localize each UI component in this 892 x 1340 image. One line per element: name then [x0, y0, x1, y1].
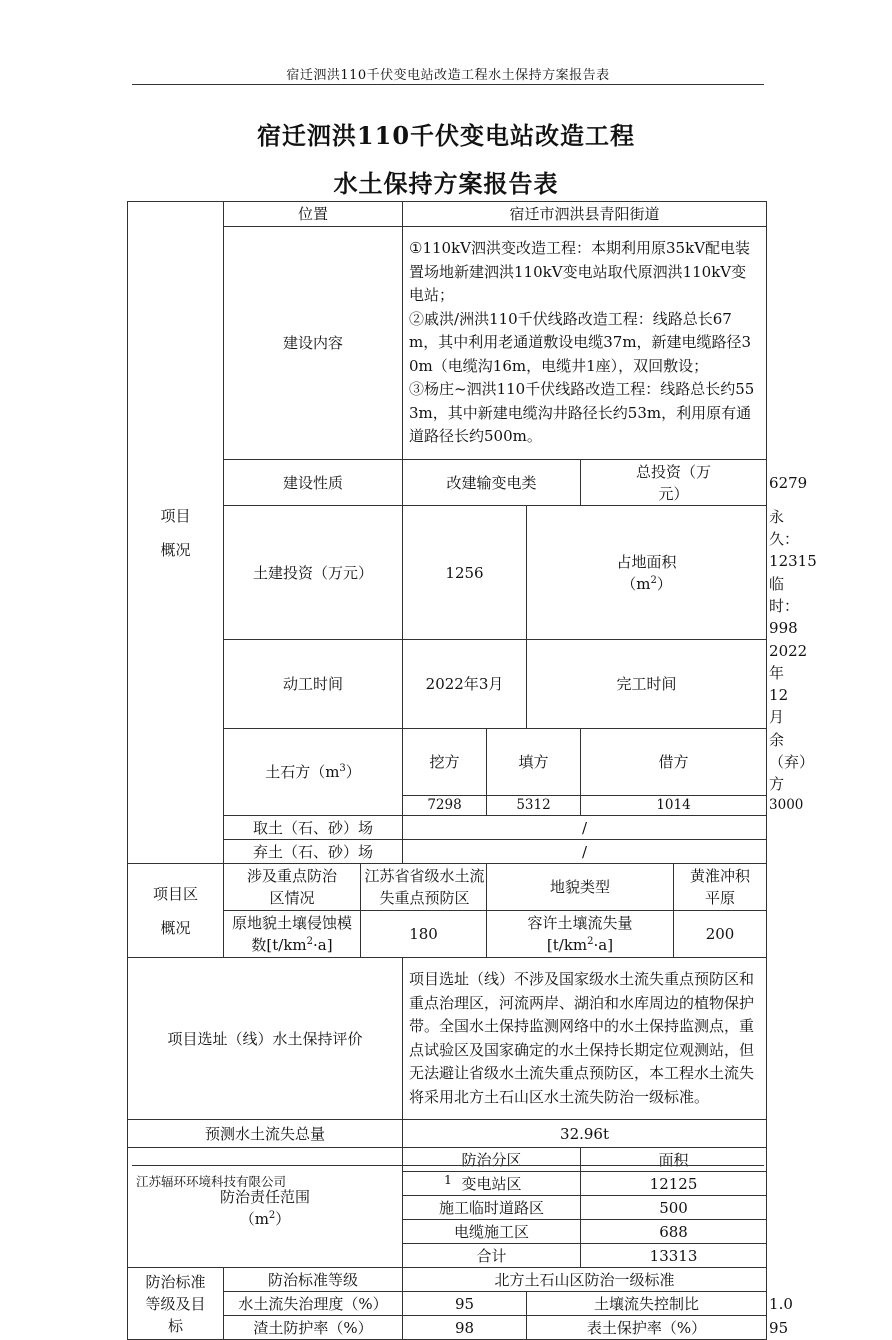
civil-investment-value: 1256 — [403, 506, 527, 640]
responsibility-area-2: 500 — [581, 1196, 767, 1220]
earth-header-borrow: 借方 — [581, 729, 767, 796]
landform-value: 黄淮冲积平原 — [674, 864, 767, 911]
content-item-2: ②戚洪/洲洪110千伏线路改造工程：线路总长67m，其中利用老通道敷设电缆37m，新建电缆路径30m（电缆沟16m，电缆井1座），双回敷设； — [409, 309, 752, 375]
target-control-degree-label: 水土流失治理度（%） — [224, 1292, 403, 1316]
key-zone-value: 江苏省省级水土流失重点预防区 — [361, 864, 487, 911]
standard-grade-label: 防治标准等级 — [224, 1268, 403, 1292]
start-value: 2022年3月 — [403, 640, 527, 729]
footer-company: 江苏辐环环境科技有限公司 — [136, 1174, 287, 1189]
standard-grade-value: 北方土石山区防治一级标准 — [403, 1268, 767, 1292]
running-header: 宿迁泗洪110千伏变电站改造工程水土保持方案报告表 — [286, 68, 610, 83]
location-label: 位置 — [224, 202, 403, 227]
responsibility-zone-2: 施工临时道路区 — [403, 1196, 581, 1220]
end-label: 完工时间 — [527, 640, 767, 729]
document-subtitle: 水土保持方案报告表 — [333, 169, 559, 198]
spoil-site-label: 弃土（石、砂）场 — [224, 840, 403, 864]
page-number: 1 — [444, 1172, 452, 1187]
start-label: 动工时间 — [224, 640, 403, 729]
land-area-title: 占地面积 — [616, 552, 677, 571]
erosion-modulus-label: 原地貌土壤侵蚀模数$[t/km^2\cdot a]$ — [224, 911, 361, 958]
land-area-label — [527, 506, 767, 640]
nature-value: 改建输变电类 — [403, 460, 581, 506]
borrow-site-label: 取土（石、砂）场 — [224, 816, 403, 840]
responsibility-zone-3: 电缆施工区 — [403, 1220, 581, 1244]
responsibility-zone-1: 变电站区 — [403, 1172, 581, 1196]
header-rule — [132, 84, 764, 85]
earth-header-cut: 挖方 — [403, 729, 487, 796]
content-value — [403, 227, 767, 460]
earth-value-cut: 7298 — [403, 796, 487, 816]
allowable-loss-value: 200 — [674, 911, 767, 958]
predicted-loss-value: 32.96t — [403, 1120, 767, 1148]
responsibility-area-1: 12125 — [581, 1172, 767, 1196]
civil-investment-label: 土建投资（万元） — [224, 506, 403, 640]
responsibility-header-zone: 防治分区 — [403, 1148, 581, 1172]
target-spoil-protection-label: 渣土防护率（%） — [224, 1316, 403, 1340]
target-loss-ratio-label: 土壤流失控制比 — [527, 1292, 767, 1316]
area-overview-label: 项目区概况 — [128, 864, 224, 958]
earth-value-borrow: 1014 — [581, 796, 767, 816]
footer-rule — [132, 1165, 764, 1166]
project-overview-label: 项目概况 — [128, 202, 224, 864]
content-item-3: ③杨庄~泗洪110千伏线路改造工程：线路总长约553m，其中新建电缆沟井路径长约53m，利用原有通道路径长约500m。 — [409, 380, 755, 446]
responsibility-label: 防治责任范围 $(m^2)$ — [128, 1148, 403, 1268]
responsibility-area-total: 13313 — [581, 1244, 767, 1268]
responsibility-zone-total: 合计 — [403, 1244, 581, 1268]
predicted-loss-label: 预测水土流失总量 — [128, 1120, 403, 1148]
landform-label: 地貌类型 — [487, 864, 674, 911]
land-area-unit: $(m^2)$ — [621, 574, 672, 593]
location-value: 宿迁市泗洪县青阳街道 — [403, 202, 767, 227]
site-evaluation-text: 项目选址（线）不涉及国家级水土流失重点预防区和重点治理区，河流两岸、湖泊和水库周边的植物保护带。全国水土保持监测网络中的水土保持监测点，重点试验区及国家确定的水土保持长期定位观测站，但无法避让省级水土流失重点预防区，本工程水土流失将采用北方土石山区水土流失防治一级标准。 — [403, 958, 767, 1120]
nature-label: 建设性质 — [224, 460, 403, 506]
content-item-1: ①110kV泗洪变改造工程：本期利用原35kV配电装置场地新建泗洪110kV变电站取代原泗洪110kV变电站； — [409, 239, 751, 305]
key-zone-label: 涉及重点防治区情况 — [224, 864, 361, 911]
earth-header-fill: 填方 — [487, 729, 581, 796]
document-title: 宿迁泗洪110千伏变电站改造工程 — [256, 121, 636, 150]
target-control-degree-value: 95 — [403, 1292, 527, 1316]
earthwork-label: 土石方$(m^3)$ — [224, 729, 403, 816]
responsibility-area-3: 688 — [581, 1220, 767, 1244]
target-spoil-protection-value: 98 — [403, 1316, 527, 1340]
spoil-site-value: / — [403, 840, 767, 864]
standards-label: 防治标准等级及目标 — [128, 1268, 224, 1340]
borrow-site-value: / — [403, 816, 767, 840]
responsibility-header-area: 面积 — [581, 1148, 767, 1172]
target-topsoil-protection-label: 表土保护率（%） — [527, 1316, 767, 1340]
total-investment-label: 总投资（万元） — [581, 460, 767, 506]
report-table: 项目概况 位置 宿迁市泗洪县青阳街道 建设内容 ①110kV泗洪变改造工程：本期利用原35kV配电装置场地新建泗洪110kV变电站取代原泗洪110kV变电站； ②戚洪/洲洪110千伏线路改造工程：线路总长67m，其中利用老通道敷设电缆37m，新建电缆路径30m（电缆沟16m，电缆井1座），双回敷设； ③杨庄~泗洪110千伏线路改造工程：线路总长约553m，其中新建电缆沟井路径长约53m，利用原有通道路径长约500m。 建设性质 改建输变电类 总投资（万元） 6279 土建投资（万元） 1256 占地面积 $(m^2)$ 永久：12315 临时：998 动工时间 2022年3月 完工时间 2022年12月 土石方$(m^3)$ 挖方 填方 借方 余（弃）方 7298 5312 1014 3000 取土（石、砂）场 / 弃土（石、砂）场 / 项目区概况 涉及重点防治区情况 江苏省省级水土流失重点预防区 地貌类型 黄淮冲积平原 原地貌土壤侵蚀模数$[t/km^2\cdot a]$ 180 容许土壤流失量$[t/km^2\cdot a]$ 200 项目选址（线）水土保持评价 项目选址（线）不涉及国家级水土流失重点预防区和重点治理区，河流两岸、湖泊和水库周边的植物保护带。全国水土保持监测网络中的水土保持监测点，重点试验区及国家确定的水土保持长期定位观测站，但无法避让省级水土流失重点预防区，本工程水土流失将采用北方土石山区水土流失防治一级标准。 预测水土流失总量 32.96t 防治责任范围 $(m^2)$ 防治分区 面积 变电站区 12125 施工临时道路区 500 电缆施工区 688 合计 13313 防治标准等级及目标 防治标准等级 北方土石山区防治一级标准 水土流失治理度（%） 95 土壤流失控制比 1.0 渣土防护率（%） 98 表土保护率（%） 95 — [127, 201, 767, 1340]
earth-value-fill: 5312 — [487, 796, 581, 816]
site-evaluation-label: 项目选址（线）水土保持评价 — [128, 958, 403, 1120]
erosion-modulus-value: 180 — [361, 911, 487, 958]
allowable-loss-label: 容许土壤流失量$[t/km^2\cdot a]$ — [487, 911, 674, 958]
content-label: 建设内容 — [224, 227, 403, 460]
